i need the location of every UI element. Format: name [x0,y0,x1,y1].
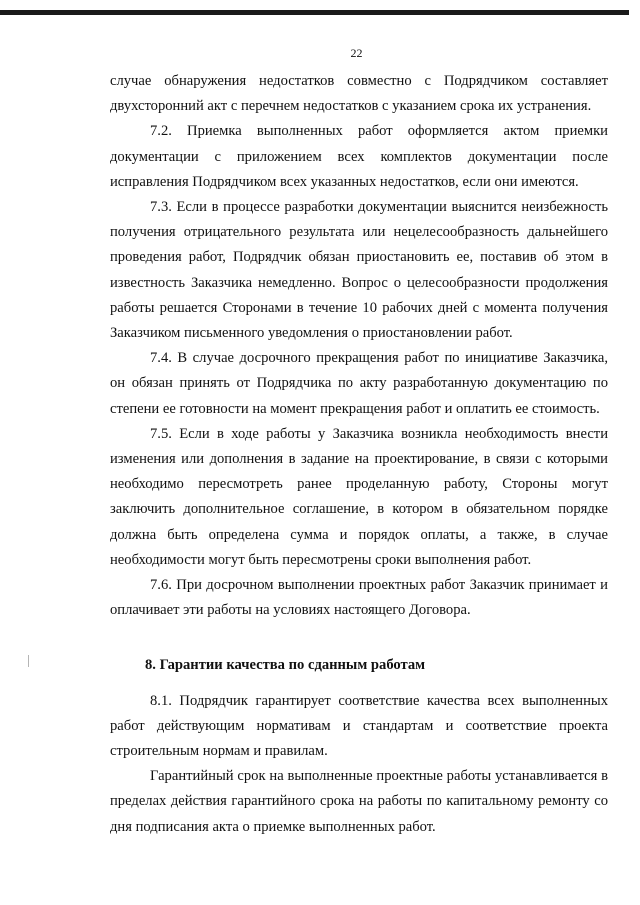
paragraph-8-1: 8.1. Подрядчик гарантирует соответствие качества всех выполненных работ действующим нормативам и стандартам и соответствие проекта строительным нормам и правилам. [110,692,608,760]
page-number: 22 [350,46,363,60]
document-body [110,69,608,840]
paragraph-warranty-term: Гарантийный срок на выполненные проектные работы устанавливается в пределах действия гарантийного срока на работы по капитальному ремонту со дня подписания акта о приемке выполненных работ. [110,768,608,835]
paragraph-7-6: 7.6. При досрочном выполнении проектных работ Заказчик принимает и оплачивает эти работы на условиях настоящего Договора. [110,577,608,619]
top-border-rule [0,10,629,15]
margin-scan-mark [28,655,29,667]
paragraph-7-3: 7.3. Если в процессе разработки документации выяснится неизбежность получения отрицательного результата или нецелесообразность дальнейшего проведения работ, Подрядчик обязан приостановить ее, поставив об этом в известность Заказчика немедленно. Вопрос о целесообразности продолжения работы решается Сторонами в течение 10 рабочих дней с момента получения Заказчиком письменного уведомления о приостановлении работ. [110,199,608,342]
section-8-heading: 8. Гарантии качества по сданным работам [145,657,426,674]
paragraph-continuation: случае обнаружения недостатков совместно с Подрядчиком составляет двухсторонний акт с перечнем недостатков с указанием срока их устранения. [110,73,608,115]
paragraph-7-4: 7.4. В случае досрочного прекращения работ по инициативе Заказчика, он обязан принять от Подрядчика по акту разработанную документацию по степени ее готовности на момент прекращения работ и оплатить ее стоимость. [110,350,608,417]
paragraph-7-2: 7.2. Приемка выполненных работ оформляется актом приемки документации с приложением всех комплектов документации после исправления Подрядчиком всех указанных недостатков, если они имеются. [110,123,608,190]
paragraph-7-5: 7.5. Если в ходе работы у Заказчика возникла необходимость внести изменения или дополнения в задание на проектирование, в связи с которыми необходимо пересмотреть ранее проделанную работу, Стороны могут заключить дополнительное соглашение, в котором в обязательном порядке должна быть определена сумма и порядок оплаты, а также, в случае необходимости могут быть пересмотрены сроки выполнения работ. [110,425,608,568]
